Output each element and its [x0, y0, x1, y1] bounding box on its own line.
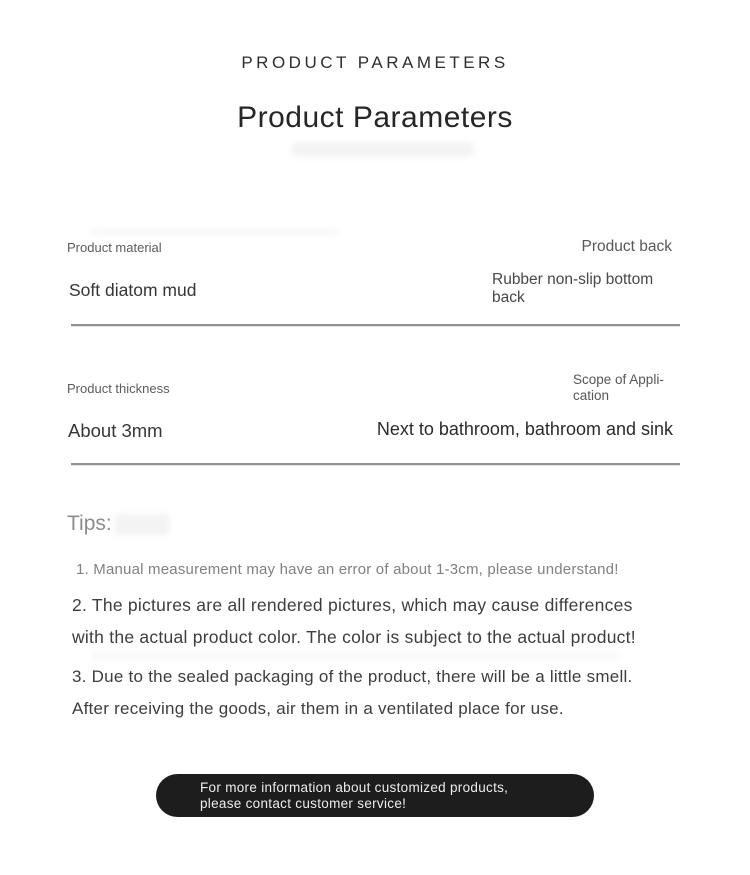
banner-line-1: For more information about customized products, [200, 780, 509, 795]
artifact-smudge [115, 514, 170, 535]
page-title: Product Parameters [237, 101, 513, 134]
artifact-smudge [90, 228, 340, 236]
label-product-back: Product back [581, 238, 672, 255]
label-scope-of-application: Scope of Appli-cation [573, 372, 664, 403]
tip-item-3-line-2: After receiving the goods, air them in a ventilated place for use. [72, 699, 564, 718]
artifact-smudge [90, 652, 620, 660]
row-divider [71, 324, 680, 326]
label-product-material: Product material [67, 240, 162, 255]
tip-item-1: 1. Manual measurement may have an error of about 1-3cm, please understand! [76, 561, 619, 578]
banner-line-2: please contact customer service! [200, 796, 407, 811]
value-product-material: Soft diatom mud [69, 280, 197, 300]
tips-heading: Tips: [67, 512, 112, 535]
label-product-thickness: Product thickness [67, 381, 170, 396]
tip-item-2-line-2: with the actual product color. The color is subject to the actual product! [72, 627, 636, 647]
value-scope-of-application: Next to bathroom, bathroom and sink [376, 419, 673, 439]
customer-service-banner[interactable] [156, 774, 594, 817]
value-product-back: Rubber non-slip bottom back [492, 271, 654, 306]
section-eyebrow: PRODUCT PARAMETERS [241, 53, 509, 72]
artifact-smudge [292, 142, 474, 157]
tip-item-3-line-1: 3. Due to the sealed packaging of the product, there will be a little smell. [72, 667, 633, 686]
value-product-thickness: About 3mm [68, 420, 163, 441]
tip-item-2-line-1: 2. The pictures are all rendered pictures, which may cause differences [72, 595, 633, 615]
row-divider [71, 463, 680, 465]
